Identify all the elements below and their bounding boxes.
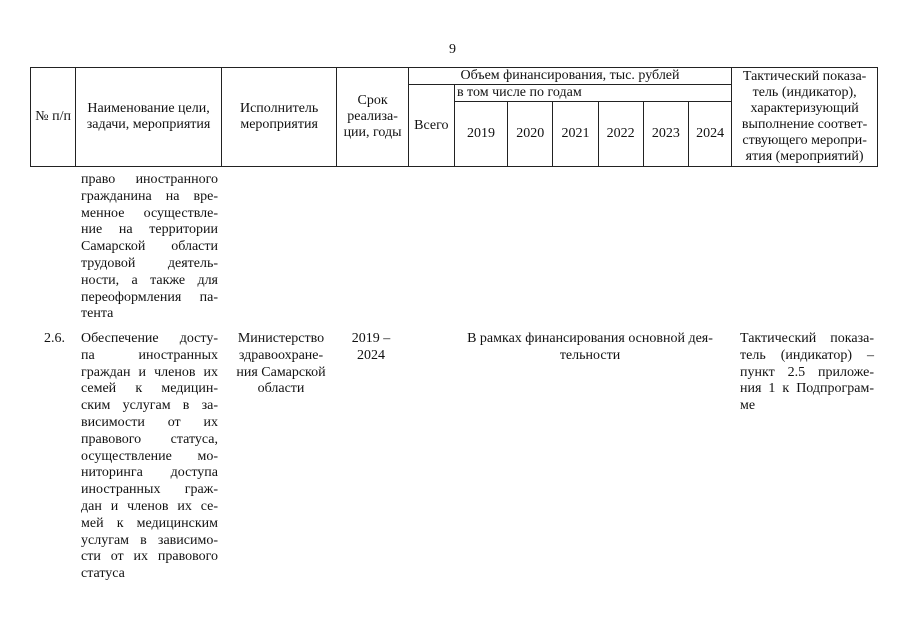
text-line: ниторинга доступа xyxy=(81,465,218,481)
text-line: Самарской области xyxy=(81,239,218,255)
text-line: семей к медицин- xyxy=(81,381,218,397)
text-line: граждан и членов их xyxy=(81,364,218,380)
text-line: области xyxy=(257,381,305,397)
header-executor: Исполнитель мероприятия xyxy=(221,68,337,167)
text-line: Министерство xyxy=(237,331,325,346)
text-line: ния 1 к Подпрограм- xyxy=(740,381,874,397)
header-by-years: в том числе по годам xyxy=(454,85,731,102)
continuation-text xyxy=(81,172,218,323)
text-line: услугам в зависимо- xyxy=(81,532,218,548)
header-number: № п/п xyxy=(31,68,76,167)
row-term xyxy=(338,331,404,365)
text-line: здравоохране- xyxy=(238,347,324,363)
text-line: ности, а также для xyxy=(81,272,218,288)
text-line: гражданина на вре- xyxy=(81,188,218,204)
text-line: Тактический показа- xyxy=(740,331,874,346)
row-goal xyxy=(81,331,218,583)
page-number: 9 xyxy=(449,42,456,57)
header-year: 2022 xyxy=(598,102,643,167)
header-year: 2020 xyxy=(508,102,553,167)
row-number: 2.6. xyxy=(44,331,65,346)
row-indicator xyxy=(740,331,874,415)
text-line: ме xyxy=(740,398,756,414)
header-year: 2023 xyxy=(643,102,688,167)
header-funding: Объем финансирования, тыс. рублей xyxy=(408,68,732,85)
text-line: переоформления па- xyxy=(81,289,218,305)
text-line: па иностранных xyxy=(81,347,218,363)
text-line: ским услугам в за- xyxy=(81,398,218,414)
text-line: Обеспечение досту- xyxy=(81,331,218,346)
text-line: менное осуществле- xyxy=(81,205,218,221)
header-year: 2024 xyxy=(688,102,731,167)
text-line: иностранных граж- xyxy=(81,482,218,498)
text-line: статуса xyxy=(81,566,125,582)
text-line: правового статуса, xyxy=(81,431,218,447)
text-line: сти от их правового xyxy=(81,549,218,565)
header-term: Срок реализа-ции, годы xyxy=(337,68,408,167)
text-line: дан и членов их се- xyxy=(81,498,218,514)
text-line: ние на территории xyxy=(81,222,218,238)
text-line: осуществление мо- xyxy=(81,448,218,464)
text-line: 2024 xyxy=(357,347,385,363)
header-goal: Наименование цели, задачи, мероприятия xyxy=(76,68,222,167)
text-line: трудовой деятель- xyxy=(81,255,218,271)
text-line: право иностранного xyxy=(81,172,218,187)
header-indicator: Тактический показа-тель (индикатор), характеризующий выполнение соответ-ствующего меропри-ятия (мероприятий) xyxy=(732,68,878,167)
row-funding xyxy=(450,331,730,365)
text-line: пункт 2.5 приложе- xyxy=(740,364,874,380)
header-total: Всего xyxy=(408,85,454,167)
text-line: висимости от их xyxy=(81,414,218,430)
text-line: тента xyxy=(81,306,114,322)
text-line: ния Самарской xyxy=(236,364,326,380)
text-line: тельности xyxy=(559,347,621,363)
text-line: мей к медицинским xyxy=(81,515,218,531)
table-header xyxy=(30,67,878,167)
header-year: 2021 xyxy=(553,102,598,167)
text-line: тель (индикатор) – xyxy=(740,347,874,363)
header-year: 2019 xyxy=(454,102,507,167)
row-executor xyxy=(226,331,336,398)
text-line: 2019 – xyxy=(351,331,391,346)
text-line: В рамках финансирования основной дея- xyxy=(467,331,713,346)
